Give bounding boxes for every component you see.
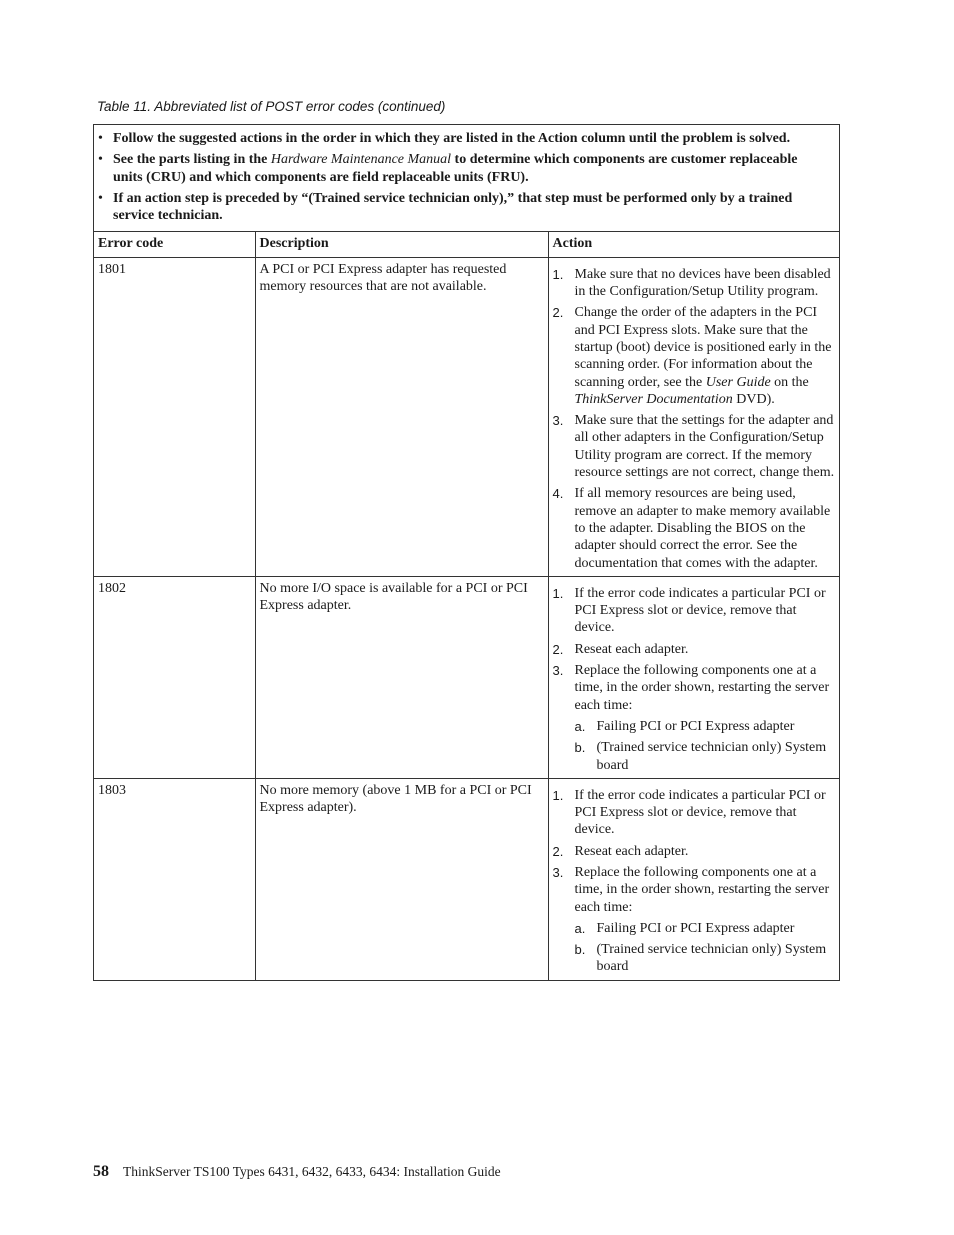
action-step: 3. Make sure that the settings for the adapter and all other adapters in the Configuration/Setup Utility program are correct. If the memory resource settings are not correct, change them. [552, 413, 835, 481]
action-step: 2. Reseat each adapter. [552, 843, 689, 859]
action-cell [548, 778, 839, 979]
post-error-table [93, 124, 840, 981]
action-step: 3. Replace the following components one at a time, in the order shown, restarting the server each time: a. Failing PCI or PCI Express adapter b. (Trained service technician only) System board [553, 864, 836, 976]
footer-title: ThinkServer TS100 Types 6431, 6432, 6433, 6434: Installation Guide [123, 1164, 501, 1179]
action-step: 3. Replace the following components one at a time, in the order shown, restarting the server each time: a. Failing PCI or PCI Express adapter b. (Trained service technician only) System board [553, 662, 836, 774]
header-action: Action [548, 232, 839, 257]
action-step: 2. Change the order of the adapters in the PCI and PCI Express slots. Make sure that the startup (boot) device is positioned early in the scanning order. (For information about the scanning order, see the User Guide on the ThinkServer Documentation DVD). [552, 305, 832, 407]
table-notes [94, 125, 839, 232]
bullet-icon: • [98, 152, 103, 168]
description-cell: No more memory (above 1 MB for a PCI or PCI Express adapter). [255, 778, 548, 979]
action-substep: b. (Trained service technician only) System board [574, 942, 827, 975]
action-cell [548, 576, 839, 778]
header-description: Description [255, 232, 548, 257]
action-step: 4. If all memory resources are being used, remove an adapter to make memory available to the adapter. Disabling the BIOS on the adapter should correct the error. See the documentation that comes with the adapter. [552, 486, 831, 571]
error-code-cell: 1802 [94, 576, 255, 778]
page-number: 58 [93, 1163, 109, 1180]
note-item: • See the parts listing in the Hardware Maintenance Manual to determine which components are customer replaceable units (CRU) and which components are field replaceable units (FRU). [98, 152, 798, 185]
description-cell: A PCI or PCI Express adapter has requested memory resources that are not available. [255, 257, 548, 576]
action-step: 1. If the error code indicates a particular PCI or PCI Express slot or device, remove that device. [552, 585, 826, 636]
manual-title: Hardware Maintenance Manual [270, 152, 452, 168]
note-item: • Follow the suggested actions in the order in which they are listed in the Action column until the problem is solved. [98, 131, 791, 146]
action-substep: a. Failing PCI or PCI Express adapter [574, 718, 795, 734]
bullet-icon: • [98, 131, 103, 146]
header-error-code: Error code [94, 232, 255, 257]
page-footer [93, 1163, 501, 1181]
description-cell: No more I/O space is available for a PCI or PCI Express adapter. [255, 576, 548, 778]
table-caption: Table 11. Abbreviated list of POST error codes (continued) [97, 99, 446, 114]
error-code-table [94, 232, 839, 979]
error-code-cell: 1803 [94, 778, 255, 979]
action-cell [548, 257, 839, 576]
action-step: 2. Reseat each adapter. [552, 641, 689, 657]
table-row [94, 778, 839, 979]
error-code-cell: 1801 [94, 257, 255, 576]
bullet-icon: • [98, 190, 103, 206]
table-row [94, 257, 839, 576]
note-item: • If an action step is preceded by “(Trained service technician only),” that step must be performed only by a trained service technician. [98, 190, 793, 224]
action-step: 1. If the error code indicates a particular PCI or PCI Express slot or device, remove that device. [552, 787, 826, 838]
action-substep: b. (Trained service technician only) System board [574, 740, 827, 773]
table-row [94, 576, 839, 778]
action-substep: a. Failing PCI or PCI Express adapter [574, 920, 795, 936]
action-step: 1. Make sure that no devices have been disabled in the Configuration/Setup Utility program. [552, 266, 831, 300]
table-header-row [94, 232, 839, 257]
